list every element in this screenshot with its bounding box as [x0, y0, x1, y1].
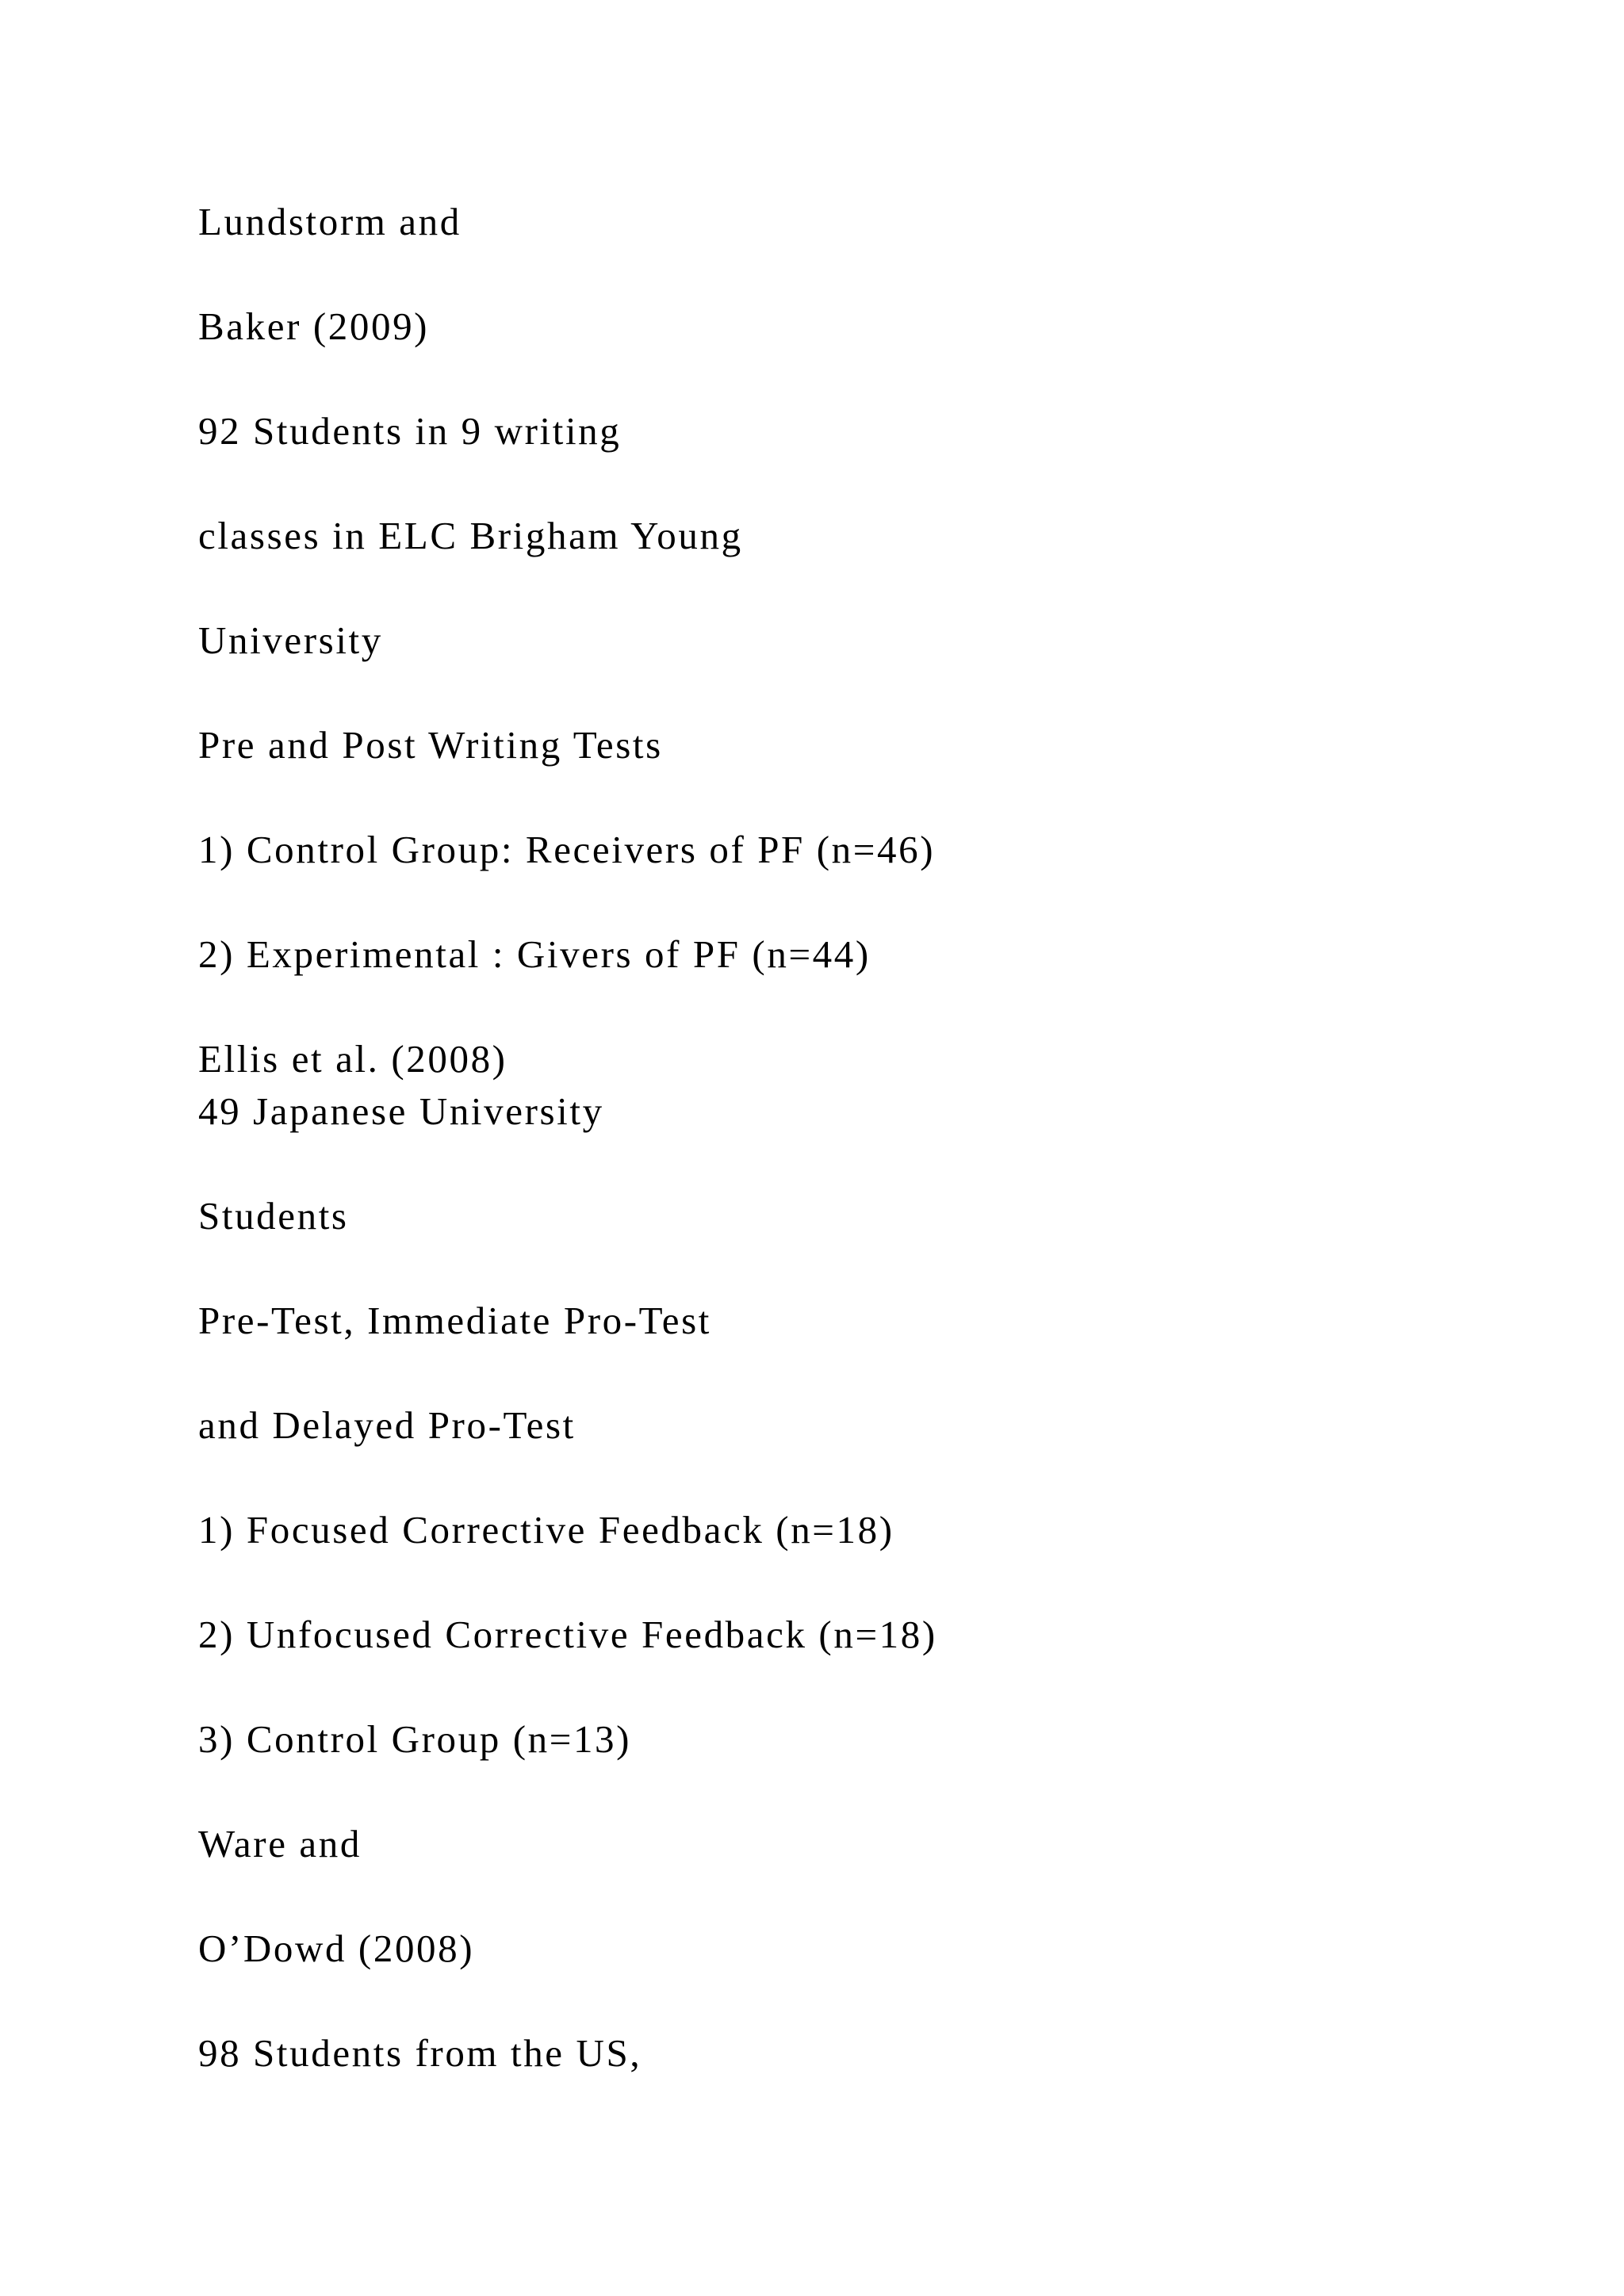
- text-line: 1) Focused Corrective Feedback (n=18): [198, 1508, 894, 1552]
- text-line: 49 Japanese University: [198, 1089, 604, 1133]
- text-line: Baker (2009): [198, 304, 430, 348]
- text-line: Pre and Post Writing Tests: [198, 723, 663, 767]
- text-line: 1) Control Group: Receivers of PF (n=46): [198, 828, 936, 871]
- text-line: 2) Unfocused Corrective Feedback (n=18): [198, 1613, 937, 1656]
- text-line: Ware and: [198, 1822, 362, 1866]
- text-line: O’Dowd (2008): [198, 1927, 475, 1970]
- text-line: 98 Students from the US,: [198, 2031, 642, 2075]
- text-line: 3) Control Group (n=13): [198, 1717, 632, 1761]
- text-line: Ellis et al. (2008): [198, 1037, 508, 1081]
- text-line: Lundstorm and: [198, 200, 462, 243]
- text-line: Pre-Test, Immediate Pro-Test: [198, 1299, 711, 1342]
- text-line: 92 Students in 9 writing: [198, 409, 622, 453]
- text-line: and Delayed Pro-Test: [198, 1403, 576, 1447]
- text-line: classes in ELC Brigham Young: [198, 514, 743, 557]
- text-line: 2) Experimental : Givers of PF (n=44): [198, 932, 871, 976]
- text-line: University: [198, 618, 383, 662]
- text-line: Students: [198, 1194, 349, 1238]
